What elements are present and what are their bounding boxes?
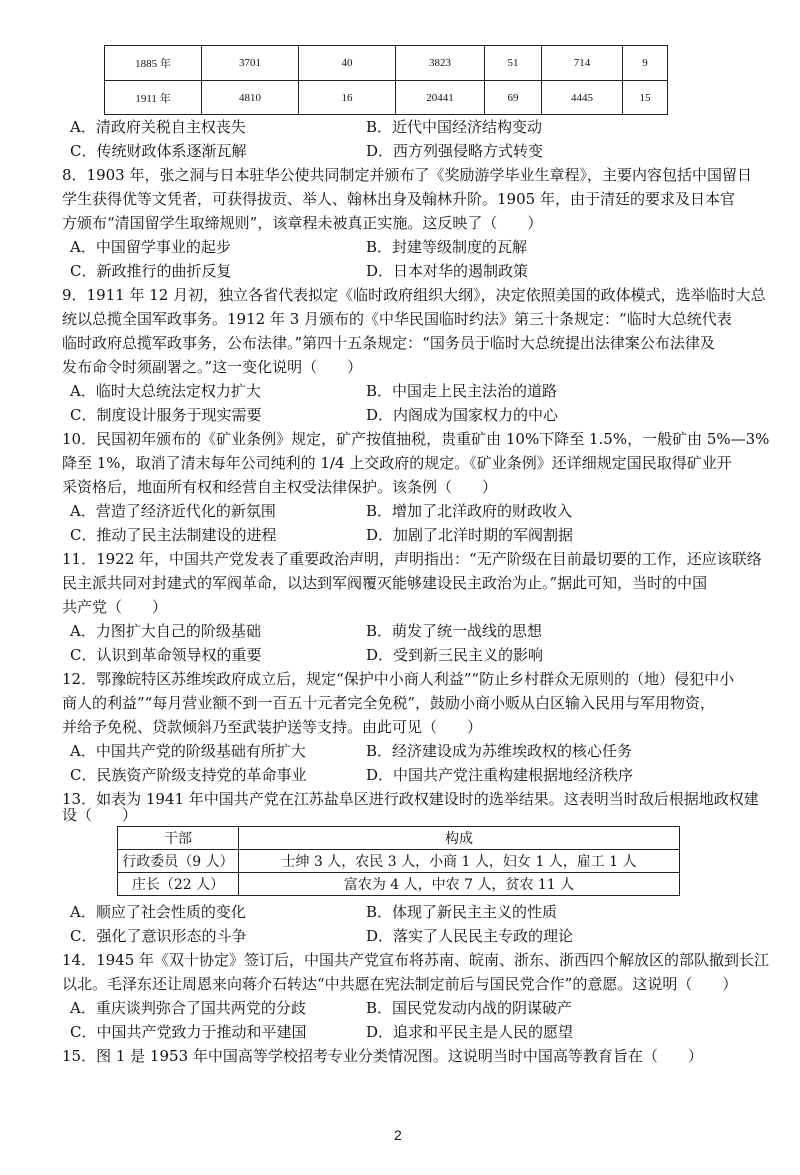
option-c: C．新政推行的曲折反复: [70, 262, 232, 280]
option-c: C．强化了意识形态的斗争: [70, 927, 247, 945]
question-text: 15．图 1 是 1953 年中国高等学校招考专业分类情况图。这说明当时中国高等教育旨在（ ）: [62, 1047, 703, 1065]
option-d: D．受到新三民主义的影响: [366, 646, 544, 664]
question-text: 采资格后，地面所有权和经营自主权受法律保护。该条例（ ）: [62, 478, 498, 496]
question-text: 11．1922 年，中国共产党发表了重要政治声明，声明指出：“无产阶级在目前最切要的工作，还应该联络: [62, 550, 762, 568]
option-c: C．推动了民主法制建设的进程: [70, 526, 277, 544]
question-text: 共产党（ ）: [62, 598, 168, 616]
question-text: 方颁布“清国留学生取缔规则”，该章程未被真正实施。这反映了（ ）: [62, 214, 543, 232]
table-header-row: [118, 827, 680, 850]
question-text: 临时政府总揽军政事务，公布法律。”第四十五条规定：“国务员于临时大总统提出法律案公布法律及: [62, 334, 715, 352]
table-row: 行政委员（9 人） 士绅 3 人，农民 3 人，小商 1 人，妇女 1 人，雇工 1 人: [118, 850, 680, 873]
option-d: D．追求和平民主是人民的愿望: [366, 1023, 574, 1041]
data-table: [104, 45, 668, 115]
option-b: B．国民党发动内战的阴谋破产: [366, 999, 573, 1017]
question-text: 以北。毛泽东还让周恩来向蒋介石转达“中共愿在宪法制定前后与国民党合作”的意愿。这说明（ ）: [62, 975, 738, 993]
option-b: B．中国走上民主法治的道路: [366, 382, 558, 400]
question-text: 9．1911 年 12 月初，独立各省代表拟定《临时政府组织大纲》，决定依照美国的政体模式，选举临时大总: [62, 286, 766, 304]
question-text: 设（ ）: [62, 806, 138, 824]
option-b: B．体现了新民主主义的性质: [366, 903, 558, 921]
option-b: B．封建等级制度的瓦解: [366, 238, 528, 256]
option-d: D．内阁成为国家权力的中心: [366, 406, 559, 424]
question-text: 13．如表为 1941 年中国共产党在江苏盐阜区进行政权建设时的选举结果。这表明当时敌后根据地政权建: [62, 790, 759, 808]
question-text: 统以总揽全国军政事务。1912 年 3 月颁布的《中华民国临时约法》第三十条规定：“临时大总统代表: [62, 310, 732, 328]
option-a: A．重庆谈判弥合了国共两党的分歧: [70, 999, 306, 1017]
question-text: 12．鄂豫皖特区苏维埃政府成立后，规定“保护中小商人利益”“防止乡村群众无原则的（地）侵犯中小: [62, 670, 735, 688]
option-a: A．力图扩大自己的阶级基础: [70, 622, 261, 640]
option-c: C．民族资产阶级支持党的革命事业: [70, 766, 307, 784]
page-number: 2: [394, 1127, 402, 1143]
option-d: D．中国共产党注重构建根据地经济秩序: [366, 766, 634, 784]
table-row: 庄长（22 人） 富农为 4 人，中农 7 人，贫农 11 人: [118, 873, 680, 896]
question-text: 降至 1%，取消了清末每年公司纯利的 1/4 上交政府的规定。《矿业条例》还详细规定国民取得矿业开: [62, 454, 732, 472]
option-a: A．中国共产党的阶级基础有所扩大: [70, 742, 306, 760]
option-a: A．临时大总统法定权力扩大: [70, 382, 261, 400]
column-header: 构成: [239, 827, 680, 850]
table-row: 1885 年 3701 40 3823 51 714 9: [105, 46, 668, 81]
option-c: C．制度设计服务于现实需要: [70, 406, 262, 424]
option-b: B．经济建设成为苏维埃政权的核心任务: [366, 742, 633, 760]
option-b: B．增加了北洋政府的财政收入: [366, 502, 573, 520]
question-text: 10．民国初年颁布的《矿业条例》规定，矿产按值抽税，贵重矿由 10%下降至 1.5%，一般矿由 5%—3%: [62, 430, 770, 448]
question-text: 学生获得优等文凭者，可获得拔贡、举人、翰林出身及翰林升阶。1905 年，由于清廷的要求及日本官: [62, 190, 735, 208]
option-b: B．近代中国经济结构变动: [366, 118, 543, 136]
table-row: 1911 年 4810 16 20441 69 4445 15: [105, 81, 668, 115]
option-a: A．营造了经济近代化的新氛围: [70, 502, 276, 520]
option-b: B．萌发了统一战线的思想: [366, 622, 543, 640]
election-table: [117, 826, 680, 896]
column-header: 干部: [118, 827, 239, 850]
option-d: D．加剧了北洋时期的军阀割据: [366, 526, 574, 544]
option-d: D．西方列强侵略方式转变: [366, 142, 544, 160]
option-c: C．传统财政体系逐渐瓦解: [70, 142, 247, 160]
option-d: D．日本对华的遏制政策: [366, 262, 529, 280]
option-a: A．顺应了社会性质的变化: [70, 903, 246, 921]
option-c: C．认识到革命领导权的重要: [70, 646, 262, 664]
option-d: D．落实了人民民主专政的理论: [366, 927, 574, 945]
option-a: A．中国留学事业的起步: [70, 238, 231, 256]
question-text: 并给予免税、贷款倾斜乃至武装护送等支持。由此可见（ ）: [62, 718, 483, 736]
question-text: 14．1945 年《双十协定》签订后，中国共产党宣布将苏南、皖南、浙东、浙西四个解放区的部队撤到长江: [62, 951, 770, 969]
option-c: C．中国共产党致力于推动和平建国: [70, 1023, 307, 1041]
question-text: 商人的利益”“每月营业额不到一百五十元者完全免税”，鼓励小商小贩从白区输入民用与军用物资，: [62, 694, 716, 712]
question-text: 民主派共同对封建式的军阀革命，以达到军阀覆灭能够建设民主政治为止。”据此可知，当时的中国: [62, 574, 708, 592]
question-text: 发布命令时须副署之。”这一变化说明（ ）: [62, 358, 363, 376]
question-text: 8．1903 年，张之洞与日本驻华公使共同制定并颁布了《奖励游学毕业生章程》，主要内容包括中国留日: [62, 166, 752, 184]
option-a: A．清政府关税自主权丧失: [70, 118, 246, 136]
